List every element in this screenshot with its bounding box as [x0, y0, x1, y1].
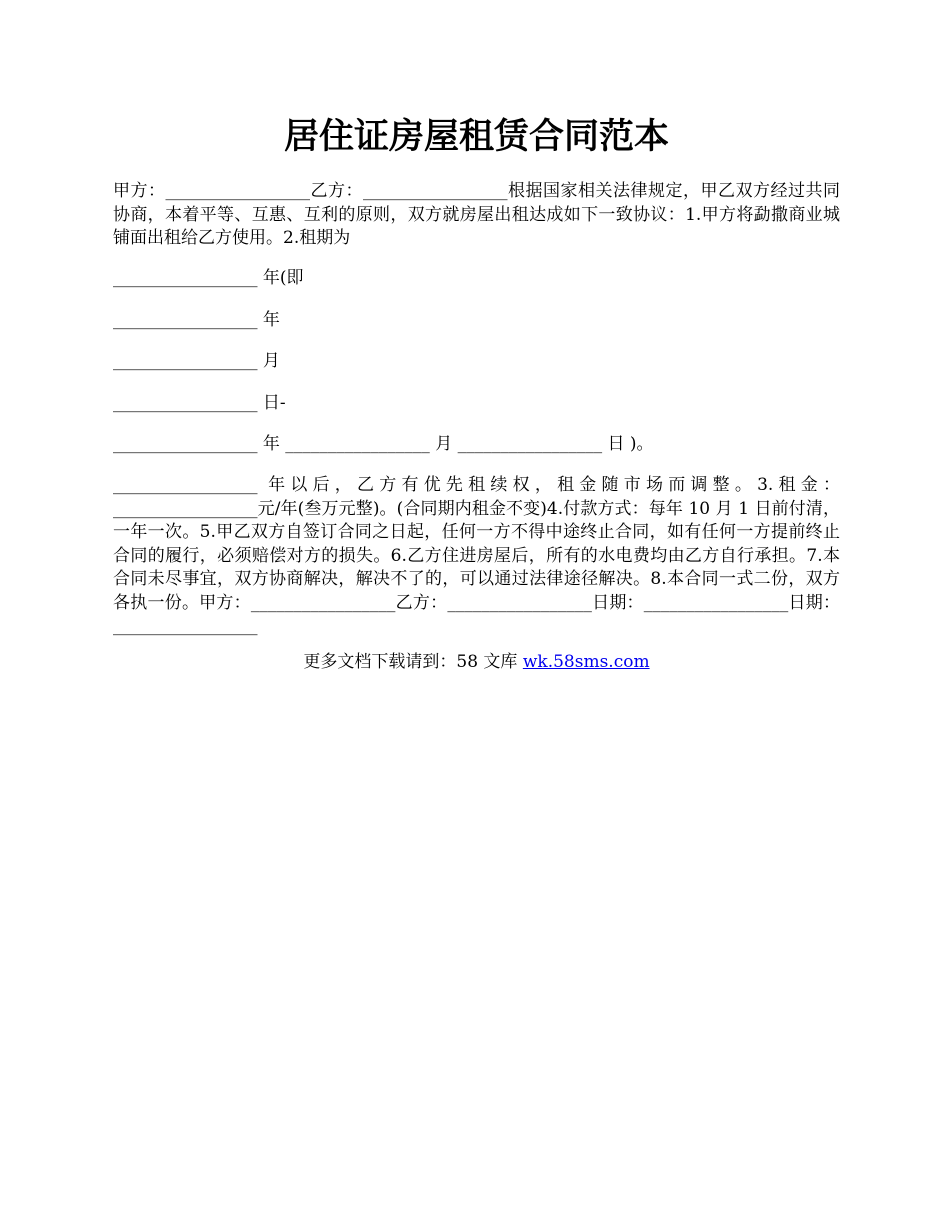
term-line-1: _________________ 年(即	[113, 268, 304, 288]
term-line-2: _________________ 年	[113, 310, 280, 330]
contract-intro-paragraph: 甲方：_________________乙方：_________________根据国家相关法律规定，甲乙双方经过共同协商，本着平等、互惠、互利的原则，双方就房屋出租达成如下一致协议：1.甲方将勐撒商业城铺面出租给乙方使用。2.租期为	[113, 181, 840, 248]
footer-text: 更多文档下载请到：58 文库	[303, 652, 523, 672]
document-title: 居住证房屋租赁合同范本	[283, 116, 669, 157]
term-line-3: _________________ 月	[113, 351, 280, 371]
contract-body-paragraph: _________________ 年以后，乙方有优先租续权，租金随市场而调整。3.租金：_________________元/年(叁万元整)。(合同期内租金不变)4.付款方式：每年 10 月 1 日前付清，一年一次。5.甲乙双方自签订合同之日起，任何一方不得中途终止合同，如有任何一方提前终止合同的履行，必须赔偿对方的损失。6.乙方住进房屋后，所有的水电费均由乙方自行承担。7.本合同未尽事宜，双方协商解决，解决不了的，可以通过法律途径解决。8.本合同一式二份，双方各执一份。甲方：_________________乙方：_________________日期：_________________日期：_________________	[113, 475, 840, 636]
footer-link[interactable]: wk.58sms.com	[522, 652, 650, 672]
term-line-4: _________________ 日-	[113, 393, 286, 413]
term-line-5: _________________ 年 _________________ 月 _________________ 日 )。	[113, 434, 654, 454]
footer-download-note	[113, 651, 840, 674]
